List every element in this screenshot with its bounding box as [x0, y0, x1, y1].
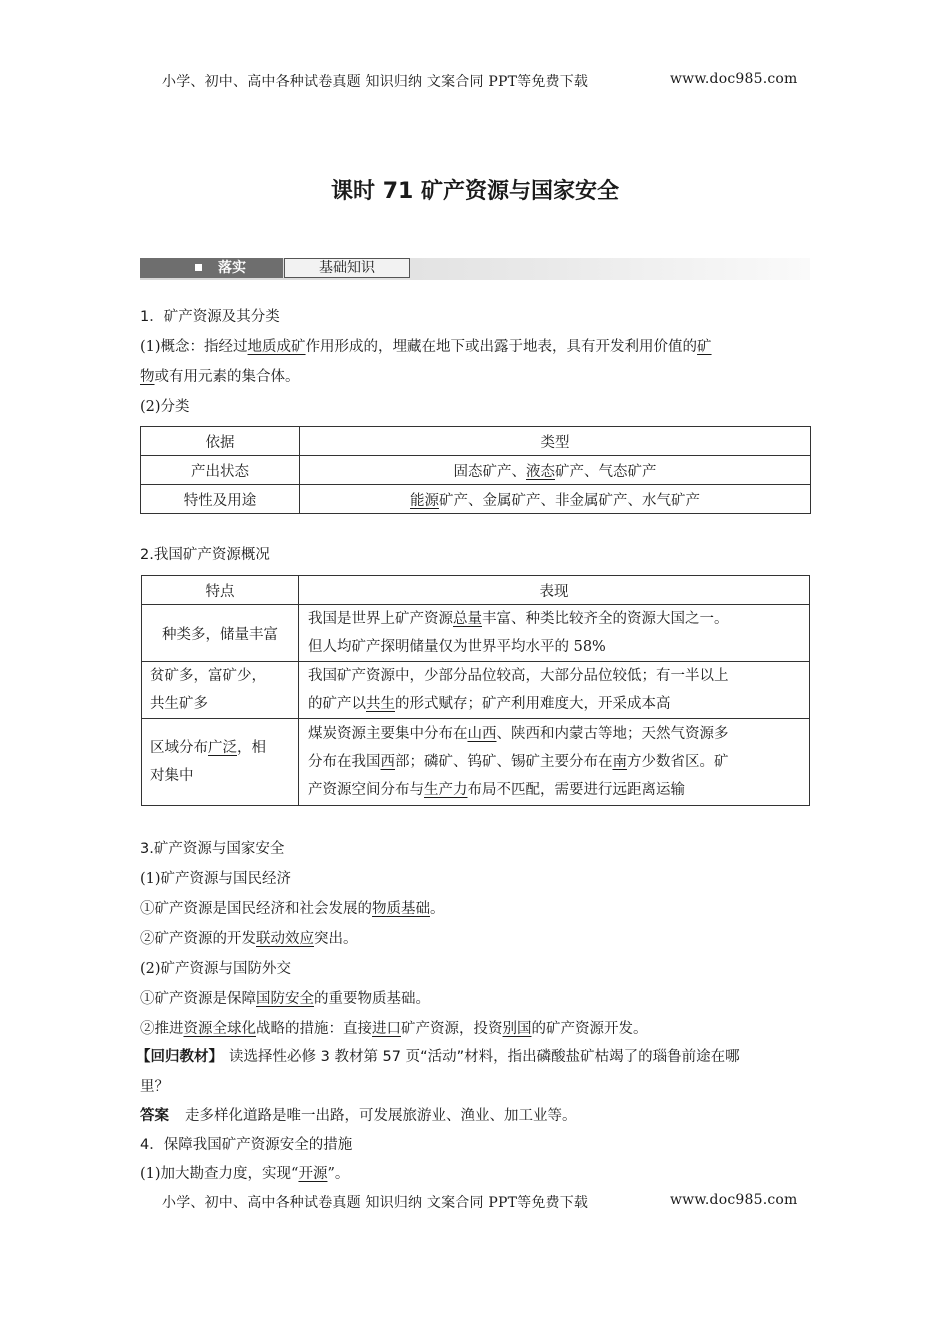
answer-label: 答案 [140, 1108, 169, 1124]
header-text: 小学、初中、高中各种试卷真题 知识归纳 文案合同 PPT等免费下载 [162, 74, 589, 90]
band-label-left: 落实 [140, 258, 283, 278]
table-cell: 种类多，储量丰富 [142, 605, 299, 662]
classification-table [140, 426, 811, 514]
table-row [142, 662, 810, 719]
table-row [141, 456, 811, 485]
table-header-cell: 表现 [299, 576, 810, 605]
band-label-right: 基础知识 [284, 258, 410, 278]
table-cell: 能源矿产、金属矿产、非金属矿产、水气矿产 [300, 485, 811, 514]
table-row [141, 485, 811, 514]
table-row [142, 576, 810, 605]
table-row [142, 719, 810, 806]
table-cell: 我国矿产资源中，少部分品位较高，大部分品位较低；有一半以上 的矿产以共生的形式赋存；矿产利用难度大，开采成本高 [299, 662, 810, 719]
table-cell: 煤炭资源主要集中分布在山西、陕西和内蒙古等地；天然气资源多 分布在我国西部；磷矿、钨矿、锡矿主要分布在南方少数省区。矿 产资源空间分布与生产力布局不匹配，需要进行远距离运输 [299, 719, 810, 806]
paragraph: ①矿产资源是保障国防安全的重要物质基础。 [140, 991, 430, 1007]
footer-text: 小学、初中、高中各种试卷真题 知识归纳 文案合同 PPT等免费下载 [162, 1195, 589, 1211]
concept-line-1: (1)概念：指经过地质成矿作用形成的，埋藏在地下或出露于地表，具有开发利用价值的矿 [140, 339, 712, 355]
table-cell: 特性及用途 [141, 485, 300, 514]
paragraph: (1)加大勘查力度，实现“开源”。 [140, 1166, 350, 1182]
section-1-heading: 1．矿产资源及其分类 [140, 309, 280, 325]
section-4-heading: 4．保障我国矿产资源安全的措施 [140, 1137, 353, 1153]
overview-table [141, 575, 810, 806]
table-cell: 产出状态 [141, 456, 300, 485]
answer-line: 答案 走多样化道路是唯一出路，可发展旅游业、渔业、加工业等。 [140, 1108, 577, 1124]
square-icon [195, 264, 202, 271]
section-2-heading: 2.我国矿产资源概况 [140, 547, 270, 563]
section-band [140, 258, 810, 280]
review-tag: 【回归教材】 [136, 1049, 223, 1065]
paragraph: (2)矿产资源与国防外交 [140, 961, 292, 977]
paragraph: ①矿产资源是国民经济和社会发展的物质基础。 [140, 901, 445, 917]
page-title: 课时 71 矿产资源与国家安全 [331, 179, 619, 204]
table-cell: 贫矿多，富矿少， 共生矿多 [142, 662, 299, 719]
classification-label: (2)分类 [140, 399, 190, 415]
table-cell: 我国是世界上矿产资源总量丰富、种类比较齐全的资源大国之一。 但人均矿产探明储量仅为世界平均水平的 58% [299, 605, 810, 662]
table-cell: 固态矿产、液态矿产、气态矿产 [300, 456, 811, 485]
section-3-heading: 3.矿产资源与国家安全 [140, 841, 285, 857]
table-header-cell: 类型 [300, 427, 811, 456]
table-header-cell: 依据 [141, 427, 300, 456]
table-cell: 区域分布广泛，相 对集中 [142, 719, 299, 806]
review-line-2: 里？ [140, 1079, 169, 1095]
paragraph: (1)矿产资源与国民经济 [140, 871, 292, 887]
paragraph: ②推进资源全球化战略的措施：直接进口矿产资源，投资别国的矿产资源开发。 [140, 1021, 648, 1037]
paragraph: ②矿产资源的开发联动效应突出。 [140, 931, 358, 947]
table-header-cell: 特点 [142, 576, 299, 605]
concept-line-2: 物或有用元素的集合体。 [140, 369, 300, 385]
table-row [142, 605, 810, 662]
header-url: www.doc985.com [670, 71, 798, 87]
footer-url: www.doc985.com [670, 1192, 798, 1208]
table-row [141, 427, 811, 456]
review-line-1: 【回归教材】 读选择性必修 3 教材第 57 页“活动”材料，指出磷酸盐矿枯竭了的瑙鲁前途在哪 [136, 1049, 740, 1065]
